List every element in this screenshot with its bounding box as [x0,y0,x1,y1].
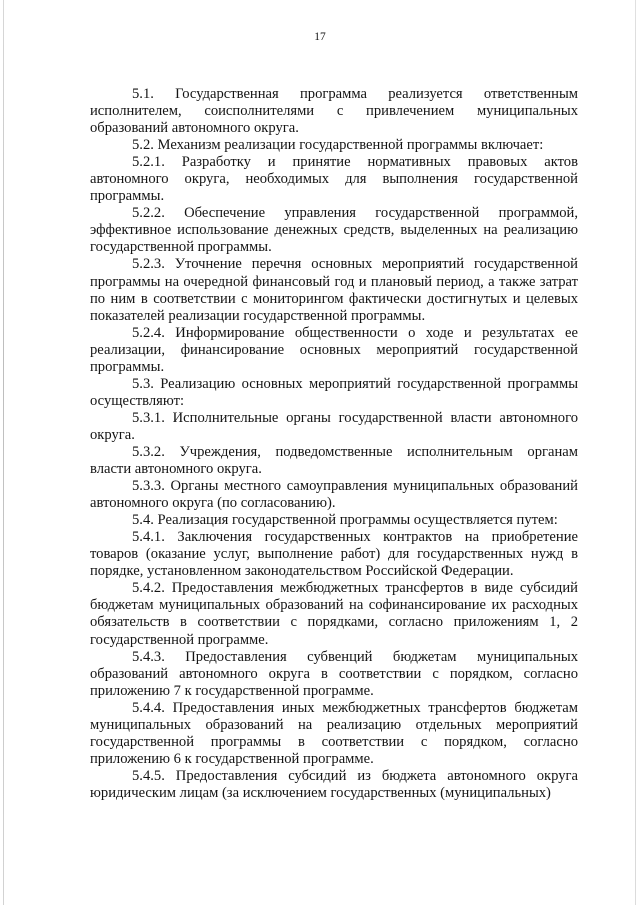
paragraph-5-2-1: 5.2.1. Разработку и принятие нормативных правовых актов автономного округа, необходимых для выполнения государственной программы. [90,154,578,205]
paragraph-5-4-2: 5.4.2. Предоставления межбюджетных трансфертов в виде субсидий бюджетам муниципальных образований на софинансирование их расходных обязательств в соответствии с порядками, согласно приложениям 1, 2 государственной программе. [90,580,578,648]
paragraph-5-4: 5.4. Реализация государственной программы осуществляется путем: [132,512,558,529]
paragraph-5-4-5: 5.4.5. Предоставления субсидий из бюджета автономного округа юридическим лицам (за исключением государственных (муниципальных) [90,767,578,801]
paragraph-5-2-4: 5.2.4. Информирование общественности о ходе и результатах ее реализации, финансирование основных мероприятий государственной программы. [90,324,578,375]
document-body [90,86,578,802]
paragraph-5-3-2: 5.3.2. Учреждения, подведомственные исполнительным органам власти автономного округа. [90,443,578,478]
paragraph-5-4-3: 5.4.3. Предоставления субвенций бюджетам муниципальных образований автономного округа в соответствии с порядком, согласно приложению 7 к государственной программе. [90,648,578,699]
scan-edge-left [3,0,4,905]
scan-edge-right [635,0,636,905]
page-number: 17 [314,31,326,43]
paragraph-5-2-2: 5.2.2. Обеспечение управления государственной программой, эффективное использование денежных средств, выделенных на реализацию государственной программы. [90,205,578,256]
paragraph-5-2-3: 5.2.3. Уточнение перечня основных мероприятий государственной программы на очередной финансовый год и плановый период, а также затрат по ним в соответствии с мониторингом фактически достигнутых и целевых показателей реализации государственной программы. [90,256,578,324]
paragraph-5-3: 5.3. Реализацию основных мероприятий государственной программы осуществляют: [90,375,578,409]
paragraph-5-3-1: 5.3.1. Исполнительные органы государственной власти автономного округа. [90,409,578,443]
paragraph-5-3-3: 5.3.3. Органы местного самоуправления муниципальных образований автономного округа (по согласованию). [90,478,578,512]
paragraph-5-1: 5.1. Государственная программа реализуется ответственным исполнителем, соисполнителями с привлечением муниципальных образований автономного округа. [90,86,578,137]
paragraph-5-4-4: 5.4.4. Предоставления иных межбюджетных трансфертов бюджетам муниципальных образований на реализацию отдельных мероприятий государственной программы в соответствии с порядком, согласно приложению 6 к государственной программе. [90,699,578,767]
paragraph-5-2: 5.2. Механизм реализации государственной программы включает: [132,137,544,154]
paragraph-5-4-1: 5.4.1. Заключения государственных контрактов на приобретение товаров (оказание услуг, выполнение работ) для государственных нужд в порядке, установленном законодательством Российской Федерации. [90,529,578,580]
